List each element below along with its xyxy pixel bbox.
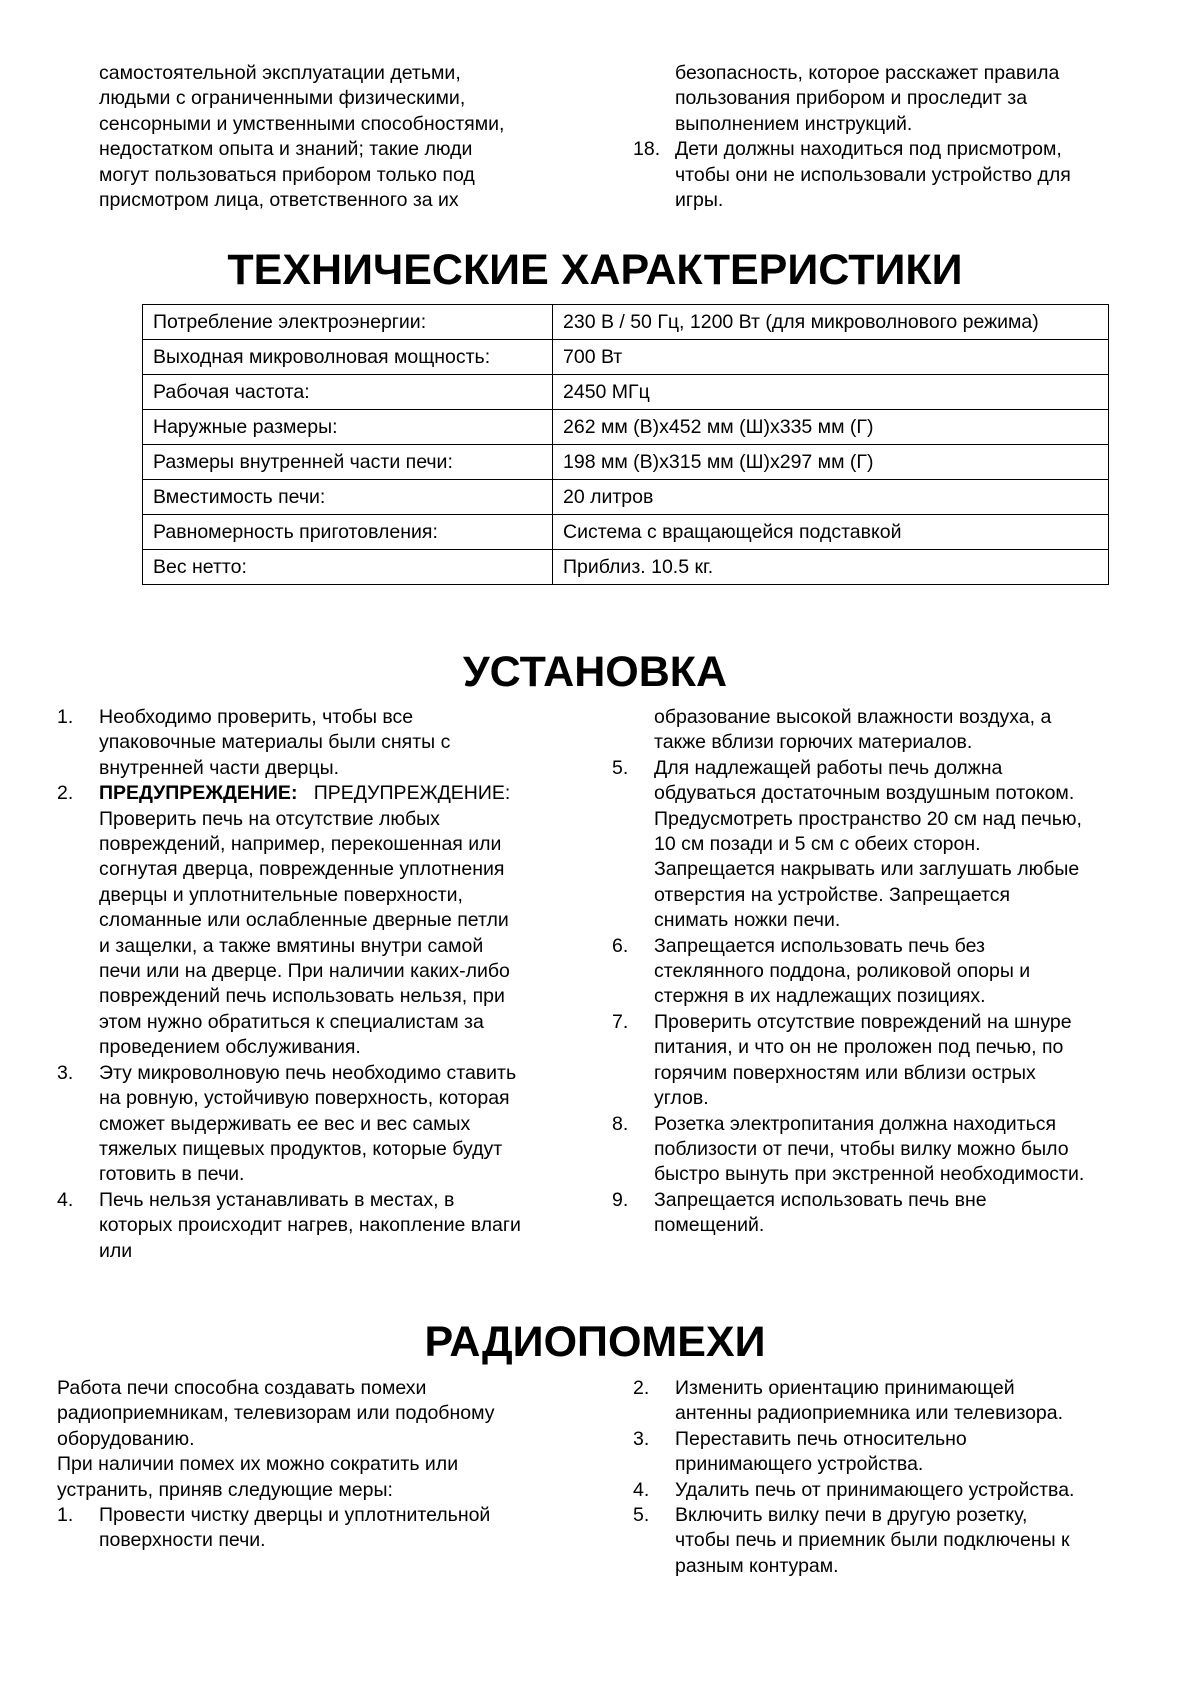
item-number: 6. [612,934,629,957]
list-item-continued [612,705,1172,756]
list-item-5 [633,1503,1173,1579]
warning-text: ПРЕДУПРЕЖДЕНИЕ: [313,782,511,805]
list-item-7 [612,1010,1172,1112]
spec-value: 2450 МГц [553,375,1109,410]
text-line: Розетка электропитания должна находиться [654,1112,1057,1135]
text-line: безопасность, которое расскажет правила [675,62,1060,84]
item-number: 1. [57,1504,74,1527]
item-number: 8. [612,1112,629,1135]
text-line: этом нужно обратиться к специалистам за [99,1010,484,1033]
text-line: быстро вынуть при экстренной необходимости. [654,1163,1085,1186]
list-item-1 [57,1503,617,1554]
text-line: Изменить ориентацию принимающей [675,1377,1015,1399]
table-row [143,480,1109,515]
text-line: Работа печи способна создавать помехи [57,1377,427,1399]
text-line: поверхности печи. [99,1529,266,1552]
text-line: оборудованию. [57,1427,195,1450]
list-item-6 [612,934,1172,1010]
text-line: которых происходит нагрев, накопление влаги [99,1214,521,1237]
text-line: игры. [675,189,724,212]
item-number: 3. [57,1061,74,1084]
list-item-4 [57,1188,597,1264]
spec-value: 700 Вт [553,340,1109,375]
text-line: устранить, приняв следующие меры: [57,1478,393,1501]
text-line: стержня в их надлежащих позициях. [654,985,986,1008]
spec-label: Потребление электроэнергии: [143,305,553,340]
text-line: могут пользоваться прибором только под [99,163,475,186]
warning-label: ПРЕДУПРЕЖДЕНИЕ: [99,782,298,805]
text-line: дверцы и уплотнительные поверхности, [99,883,463,906]
item-number: 2. [57,782,74,805]
top-right-column [633,61,1071,213]
text-line: Включить вилку печи в другую розетку, [675,1504,1028,1527]
list-item-3 [633,1427,1173,1478]
item-number: 18. [633,138,661,161]
text-line: обдуваться достаточным воздушным потоком. [654,782,1075,805]
text-line: помещений. [654,1214,765,1237]
list-item [633,61,1071,137]
text-line: отверстия на устройстве. Запрещается [654,883,1011,906]
item-number: 9. [612,1188,629,1211]
list-item-9 [612,1188,1172,1239]
list-item-4 [633,1478,1173,1503]
spec-label: Вместимость печи: [143,480,553,515]
spec-value: 230 В / 50 Гц, 1200 Вт (для микроволнового режима) [553,305,1109,340]
text-line: Проверить печь на отсутствие любых [99,807,440,830]
text-line: 10 см позади и 5 см с обеих сторон. [654,833,981,856]
top-left-column [99,61,504,213]
item-number: 3. [633,1427,650,1450]
text-line: радиоприемникам, телевизорам или подобному [57,1402,495,1425]
radio-title: РАДИОПОМЕХИ [424,1318,766,1366]
table-row [143,375,1109,410]
text-line: сенсорными и умственными способностями, [99,112,505,135]
radio-right-column [633,1376,1173,1579]
text-line: Провести чистку дверцы и уплотнительной [99,1504,491,1527]
text-line: и защелки, а также вмятины внутри самой [99,934,484,957]
warning-line [99,781,597,806]
text-line: Запрещается использовать печь без [654,934,985,957]
list-item-18 [633,137,1071,213]
text-line: поблизости от печи, чтобы вилку можно было [654,1137,1069,1160]
text-line: Запрещается использовать печь вне [654,1188,987,1211]
text-line: стеклянного поддона, роликовой опоры и [654,960,1031,983]
text-line: проведением обслуживания. [99,1036,361,1059]
text-line: пользования прибором и проследит за [675,87,1028,110]
spec-value: 20 литров [553,480,1109,515]
table-row [143,410,1109,445]
install-left-column [57,705,597,1264]
list-item-1 [57,705,597,781]
text-line: готовить в печи. [99,1163,245,1186]
spec-value: 262 мм (В)x452 мм (Ш)x335 мм (Г) [553,410,1109,445]
text-line: внутренней части дверцы. [99,756,339,779]
text-line: Необходимо проверить, чтобы все [99,706,414,728]
spec-label: Размеры внутренней части печи: [143,445,553,480]
text-line: согнутая дверца, поврежденные уплотнения [99,858,505,881]
table-row [143,340,1109,375]
item-number: 1. [57,706,74,728]
spec-value: Система с вращающейся подставкой [553,515,1109,550]
tech-title: ТЕХНИЧЕСКИЕ ХАРАКТЕРИСТИКИ [227,246,963,294]
text-line: Эту микроволновую печь необходимо ставить [99,1061,517,1084]
text-line: упаковочные материалы были сняты с [99,731,451,754]
item-number: 5. [633,1504,650,1527]
text-line: повреждений печь использовать нельзя, при [99,985,505,1008]
text-line: Проверить отсутствие повреждений на шнуре [654,1010,1072,1033]
list-item-2 [633,1376,1173,1427]
list-item-5 [612,756,1172,934]
text-line: При наличии помех их можно сократить или [57,1453,459,1476]
text-line: повреждений, например, перекошенная или [99,833,502,856]
spec-value: Приблиз. 10.5 кг. [553,550,1109,585]
text-line: Удалить печь от принимающего устройства. [675,1478,1075,1501]
spec-label: Наружные размеры: [143,410,553,445]
text-line: или [99,1239,133,1262]
install-title: УСТАНОВКА [462,648,728,696]
table-row [143,305,1109,340]
item-number: 4. [57,1188,74,1211]
text-line: самостоятельной эксплуатации детьми, [99,62,461,84]
text-line: недостатком опыта и знаний; такие люди [99,138,473,161]
text-line: Для надлежащей работы печь должна [654,756,1003,779]
specs-table [142,304,1109,585]
text-line: также вблизи горючих материалов. [654,731,973,754]
text-line: сможет выдерживать ее вес и вес самых [99,1112,471,1135]
list-item-8 [612,1112,1172,1188]
text-line: сломанные или ослабленные дверные петли [99,909,509,932]
text-line: людьми с ограниченными физическими, [99,87,466,110]
text-line: принимающего устройства. [675,1453,924,1476]
text-line: Предусмотреть пространство 20 см над печью, [654,807,1082,830]
text-line: Запрещается накрывать или заглушать любые [654,858,1080,881]
spec-value: 198 мм (В)x315 мм (Ш)x297 мм (Г) [553,445,1109,480]
item-number: 4. [633,1478,650,1501]
text-line: чтобы они не использовали устройство для [675,163,1071,186]
text-line: на ровную, устойчивую поверхность, которая [99,1087,510,1110]
text-line: Дети должны находиться под присмотром, [675,138,1062,161]
item-number: 7. [612,1010,629,1033]
spec-label: Выходная микроволновая мощность: [143,340,553,375]
spec-label: Вес нетто: [143,550,553,585]
text-line: снимать ножки печи. [654,909,841,932]
spec-label: Равномерность приготовления: [143,515,553,550]
item-number: 5. [612,756,629,779]
item-number: 2. [633,1377,650,1399]
text-line: присмотром лица, ответственного за их [99,189,459,212]
text-line: образование высокой влажности воздуха, а [654,706,1052,728]
table-row [143,550,1109,585]
radio-left-column [57,1376,617,1554]
list-item-2 [57,781,597,1060]
text-line: Печь нельзя устанавливать в местах, в [99,1188,455,1211]
install-right-column [612,705,1172,1239]
text-line: печи или на дверце. При наличии каких-либо [99,960,510,983]
table-row [143,445,1109,480]
list-item-3 [57,1061,597,1188]
spec-label: Рабочая частота: [143,375,553,410]
text-line: антенны радиоприемника или телевизора. [675,1402,1064,1425]
text-line: Переставить печь относительно [675,1427,967,1450]
text-line: разным контурам. [675,1554,839,1577]
text-line: горячим поверхностям или вблизи острых [654,1061,1036,1084]
text-line: тяжелых пищевых продуктов, которые будут [99,1137,503,1160]
table-row [143,515,1109,550]
text-line: питания, и что он не проложен под печью, по [654,1036,1064,1059]
text-line: выполнением инструкций. [675,112,913,135]
text-line: углов. [654,1087,709,1110]
text-line: чтобы печь и приемник были подключены к [675,1529,1070,1552]
